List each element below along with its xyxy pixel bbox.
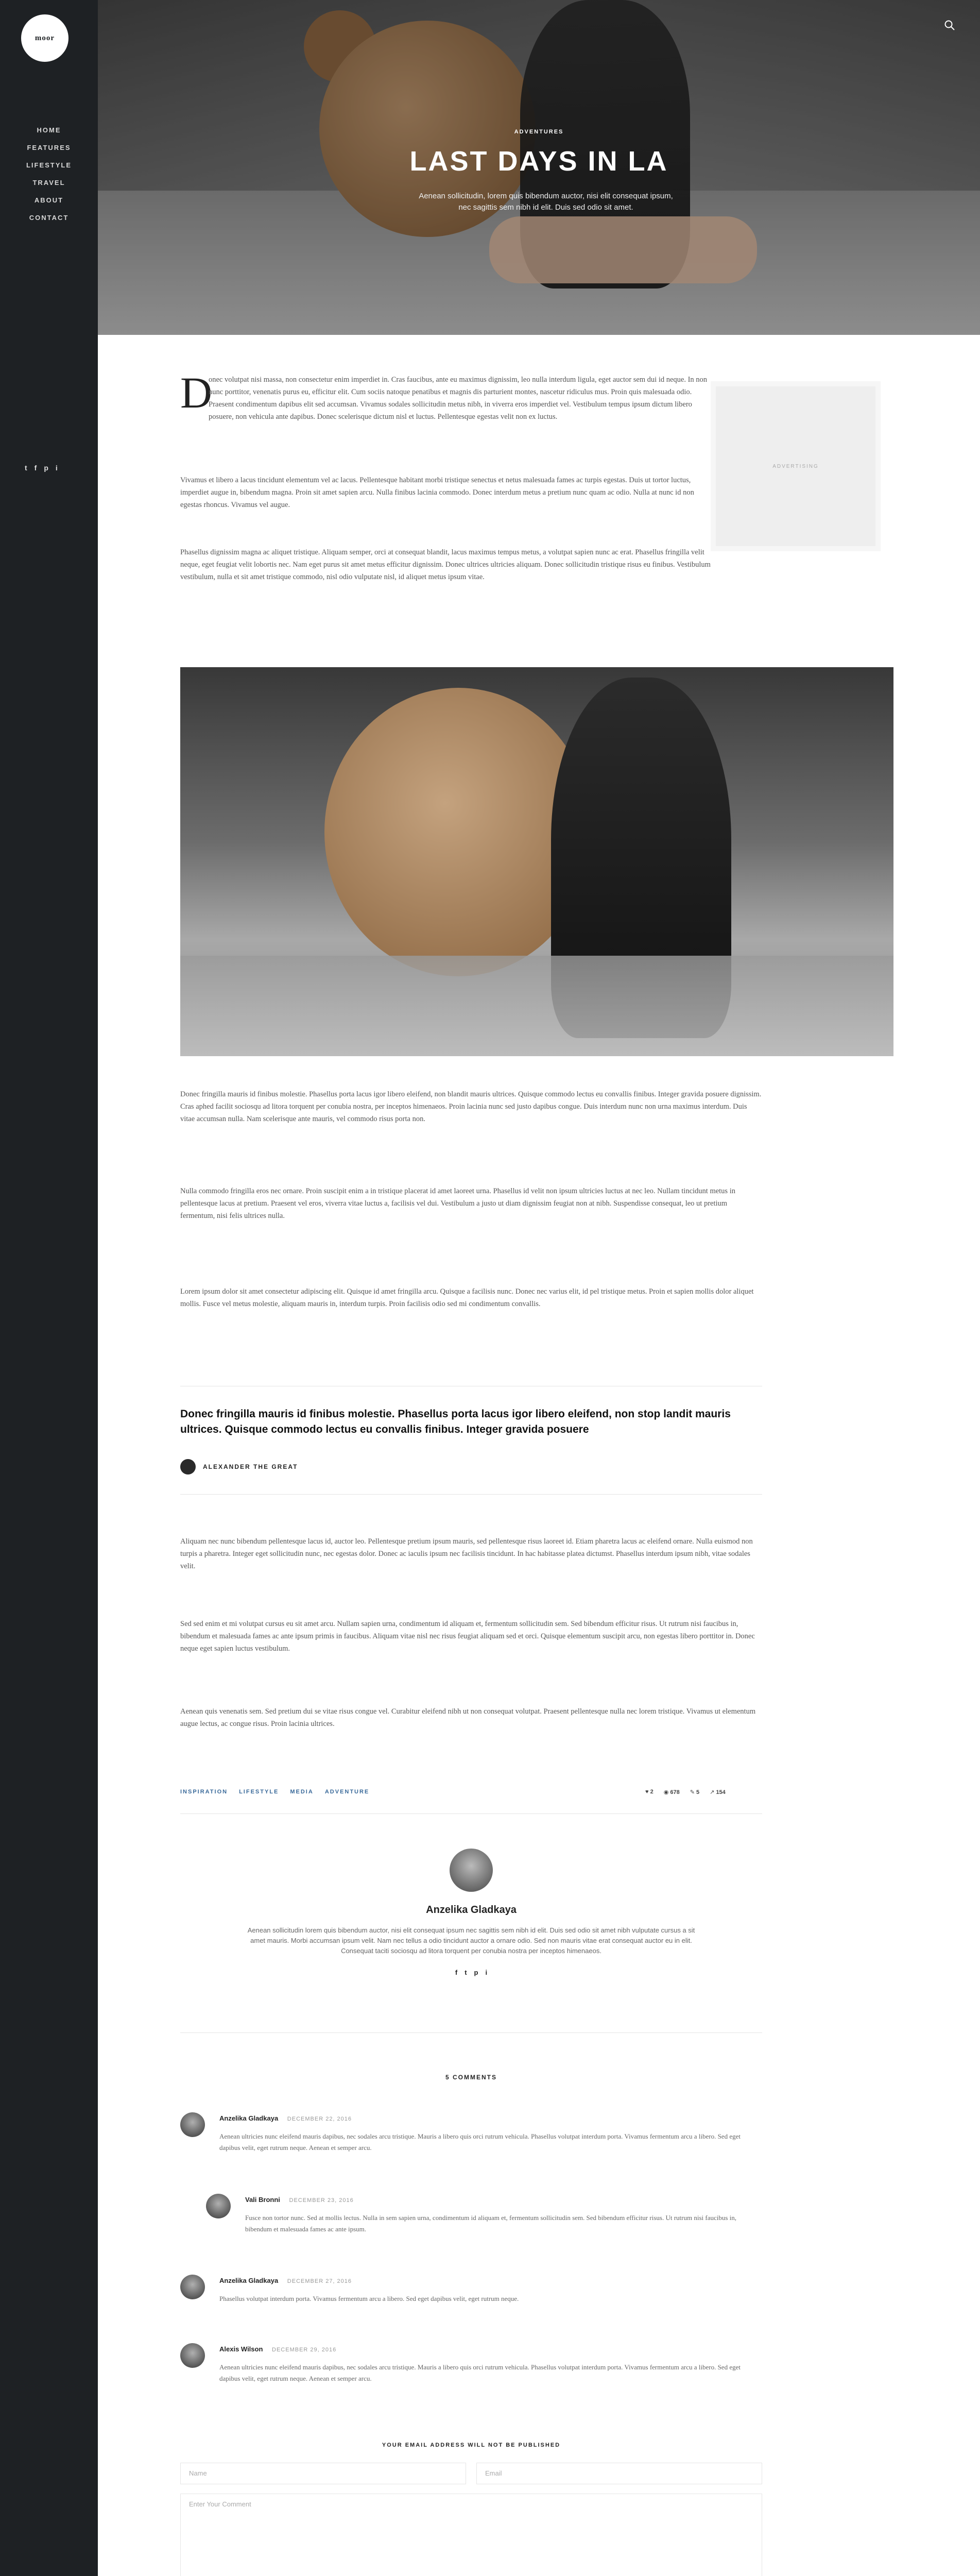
comment-text: Aenean ultricies nunc eleifend mauris dapibus, nec sodales arcu tristique. Mauris a libero quis orci rutrum vehicula. Phasellus volutpat interdum porta. Vivamus fermentum arcu a libero. Sed eget dapibus velit, eget rutrum neque. Aenean et semper arcu. [219,2132,741,2151]
twitter-icon[interactable]: t [465,1969,467,1976]
post-tags [180,1789,369,1795]
nav-item-contact[interactable]: CONTACT [29,214,69,222]
post-title: LAST DAYS IN LA [409,146,668,177]
comment [180,2275,762,2316]
article-image-ledge [180,956,893,1056]
comment-textarea[interactable]: Enter Your Comment [180,2494,762,2576]
comment-text: Phasellus volutpat interdum porta. Vivamus fermentum arcu a libero. Sed eget dapibus velit, eget rutrum neque. [219,2295,519,2302]
comment-meta [219,2277,352,2284]
post-subtitle: Aenean sollicitudin, lorem quis bibendum auctor, nisi elit consequat ipsum, nec sagittis sem nibh id elit. Duis sed odio sit amet. [419,192,673,212]
instagram-icon[interactable]: i [55,464,58,472]
pinterest-icon[interactable]: p [474,1969,478,1976]
article-paragraph: onec volutpat nisi massa, non consectetur enim imperdiet in. Cras faucibus, ante eu maximus dignissim, leo nulla interdum ligula, eget auctor sem dui id neque. In non nunc porttitor, venenatis purus eu, efficitur elit. Cum sociis natoque penatibus et magnis dis parturient montes, nascetur ridiculus mus. Proin quis malesuada odio. Praesent condimentum dapibus elit sed accumsan. Vivamus sodales sollicitudin metus nibh, in viverra eros imperdiet vel. Vestibulum tempus ipsum dictum libero posuere, non vehicula ante dapibus. Donec scelerisque dictum nisl et luctus. Pellentesque egestas velit non ex luctus. [209,376,708,421]
advertising-box[interactable]: ADVERTISING [711,381,881,551]
nav-item-features[interactable]: FEATURES [27,144,71,151]
comment [180,2112,762,2164]
comment-date: DECEMBER 22, 2016 [287,2116,352,2122]
facebook-icon[interactable]: f [455,1969,458,1976]
article-paragraph: Lorem ipsum dolor sit amet consectetur adipiscing elit. Quisque id amet fringilla arcu. Quisque a facilisis nunc. Donec nec varius elit, id pel tristique metus. Proin et sapien mollis dolor aliquet mollis. Fusce vel metus molestie, aliquam mauris in, interdum turpis. Proin facilisis odio sed mi condimentum convallis. [180,1287,754,1308]
article-paragraph: Nulla commodo fringilla eros nec ornare. Proin suscipit enim a in tristique placerat id amet laoreet urna. Phasellus id velit non ipsum ultricies luctus at nec leo. Nullam tincidunt metus in pellentesque lacus at pretium. Praesent vel eros, viverra vitae luctus a, facilisis vel dui. Vestibulum a justo ut diam dignissim feugiat non at nibh. Suspendisse consequat, leo ut pretium fermentum, nisi felis ultrices nulla. [180,1187,735,1220]
author-social [180,1969,762,1976]
email-field[interactable]: Email [476,2463,762,2484]
instagram-icon[interactable]: i [485,1969,488,1976]
author-name[interactable]: Anzelika Gladkaya [426,1904,517,1916]
comment-avatar [180,2112,205,2137]
share-count-value: 154 [716,1789,726,1795]
article-image [180,667,893,1056]
tag-link[interactable]: LIFESTYLE [239,1789,279,1795]
quote-author-avatar [180,1459,196,1475]
comment-author[interactable]: Vali Bronni [245,2196,280,2204]
tag-link[interactable]: INSPIRATION [180,1789,228,1795]
comment-form-heading: YOUR EMAIL ADDRESS WILL NOT BE PUBLISHED [382,2442,561,2448]
like-count[interactable]: ♥ 2 [645,1789,654,1795]
share-count[interactable]: ↗ 154 [710,1789,726,1795]
comment-meta [219,2345,336,2353]
article-paragraph: Phasellus dignissim magna ac aliquet tristique. Aliquam semper, orci at consequat blandit, lacus maximus tempus metus, a volutpat sapien nunc ac erat. Phasellus fringilla velit neque, eget feugiat velit lobortis nec. Nam eget purus sit amet metus efficitur dignissim. Donec ultrices ultricies aliquam. Donec sollicitudin tristique risus eu finibus. Vestibulum vestibulum, nulla et sit amet tristique commodo, nisl odio vulputate nisl, id aliquet metus ipsum vitae. [180,548,711,581]
tag-link[interactable]: ADVENTURE [324,1789,370,1795]
comment-date: DECEMBER 29, 2016 [272,2347,337,2353]
quote-author [180,1459,298,1475]
divider [180,1494,762,1495]
pinterest-icon[interactable]: p [44,464,48,472]
author-box [180,1849,762,1976]
author-avatar [450,1849,493,1892]
quote-author-name: ALEXANDER THE GREAT [203,1463,298,1470]
article-paragraph: Donec fringilla mauris id finibus molestie. Phasellus porta lacus igor libero eleifend, non blandit mauris ultrices. Quisque commodo lectus eu convallis finibus. Integer gravida posuere dignissim. Cras aphed facilit sociosqu ad litora torquent per conubia nostra, per inceptos himenaeos. Proin lacinia nunc sed justo dapibus congue. Duis interdum nunc non urna maximus interdum. Duis vitae accumsan nulla. Nam scelerisque ante mauris, vel commodo risus porta non. [180,1090,762,1123]
comment-avatar [206,2194,231,2218]
comment-author[interactable]: Anzelika Gladkaya [219,2277,279,2284]
sidebar-social [25,464,58,472]
article-paragraph: Aenean quis venenatis sem. Sed pretium dui se vitae risus congue vel. Curabitur eleifend nibh ut non consequat volutpat. Praesent pellentesque nulla nec lorem tristique. Vivamus ut elementum augue lectus, ac congue risus. Proin lacinia ultrices. [180,1707,756,1728]
nav-item-lifestyle[interactable]: LIFESTYLE [26,161,72,169]
divider [180,2032,762,2033]
comment [180,2343,762,2395]
search-icon[interactable] [944,20,955,31]
comment-author[interactable]: Alexis Wilson [219,2345,263,2353]
hero [98,0,980,335]
twitter-icon[interactable]: t [25,464,27,472]
comment-date: DECEMBER 23, 2016 [289,2197,354,2204]
like-count-value: 2 [650,1789,654,1795]
post-counts [645,1789,726,1795]
comments-heading: 5 COMMENTS [445,2074,497,2081]
comment-author[interactable]: Anzelika Gladkaya [219,2114,279,2122]
nav-item-home[interactable]: HOME [37,126,61,134]
comment-date: DECEMBER 27, 2016 [287,2278,352,2284]
article-paragraph: Sed sed enim et mi volutpat cursus eu sit amet arcu. Nullam sapien urna, condimentum id aliquam et, fermentum sollicitudin sem. Sed bibendum efficitur risus. Ut rutrum nisi faucibus in, bibendum et malesuada fames ac ante ipsum primis in faucibus. Aliquam vitae nisl nec risus feugiat aliquam sed et orci. Quisque elementum suscipit arcu, non egestas libero porttitor in. Donec neque eget sapien luctus vestibulum. [180,1620,755,1653]
sidebar [0,0,98,2576]
author-bio: Aenean sollicitudin lorem quis bibendum auctor, nisi elit consequat ipsum nec sagittis sem nibh id elit. Duis sed odio sit amet nibh vulputate cursus a sit amet mauris. Morbi accumsan ipsum velit. Nam nec tellus a odio tincidunt auctor a ornare odio. Sed non mauris vitae erat consequat auctor eu in elit. Consequat taciti sociosqu ad litora torquent per conubia nostra per inceptos himenaeos. [247,1926,695,1955]
comment-reply [206,2194,762,2245]
comment-meta [245,2196,354,2204]
blockquote: Donec fringilla mauris id finibus molestie. Phasellus porta lacus igor libero eleifend, non stop landit mauris ultrices. Quisque commodo lectus eu convallis finibus. Integer gravida posuere [180,1408,731,1435]
comment-avatar [180,2343,205,2368]
name-field[interactable]: Name [180,2463,466,2484]
article-paragraph: Vivamus et libero a lacus tincidunt elementum vel ac lacus. Pellentesque habitant morbi tristique senectus et netus malesuada fames ac turpis egestas. Duis ut tortor luctus, imperdiet augue in, bibendum magna. Proin sit amet sapien arcu. Nulla finibus lacinia commodo. Donec interdum metus a pretium nunc quam ac odio. Nulla at nunc id non egestas rhoncus. Vivamus vel augue. [180,476,694,509]
comment-avatar [180,2275,205,2299]
nav-item-about[interactable]: ABOUT [34,196,64,204]
comment-count-value: 5 [696,1789,700,1795]
tag-link[interactable]: MEDIA [290,1789,314,1795]
comment-meta [219,2114,352,2122]
main-content [98,0,980,2576]
article-paragraph: Aliquam nec nunc bibendum pellentesque lacus id, auctor leo. Pellentesque pretium ipsum mauris, sed pellentesque risus laoreet id. Etiam pharetra lacus ac eleifend ornare. Nulla euismod non turpis a pharetra. Integer eget sollicitudin nunc, nec egestas dolor. Donec ac iaculis ipsum nec facilisis tincidunt. In hac habitasse platea dictumst. Phasellus interdum ipsum nibh, vitae sodales velit. [180,1537,753,1570]
comment-text: Fusce non tortor nunc. Sed at mollis lectus. Nulla in sem sapien urna, condimentum id aliquam et, fermentum sollicitudin sem. Sed bibendum efficitur risus. Ut rutrum nisi faucibus in, bibendum et malesuada fames ac ante ipsum. [245,2214,737,2233]
view-count-value: 678 [670,1789,680,1795]
logo[interactable]: moor [21,14,68,62]
main-nav [0,122,98,227]
hero-category[interactable]: ADVENTURES [514,129,564,135]
comment-text: Aenean ultricies nunc eleifend mauris dapibus, nec sodales arcu tristique. Mauris a libero quis orci rutrum vehicula. Phasellus volutpat interdum porta. Vivamus fermentum arcu a libero. Sed eget dapibus velit, eget rutrum neque. Aenean et semper arcu. [219,2363,741,2382]
facebook-icon[interactable]: f [34,464,37,472]
view-count: ◉ 678 [663,1789,680,1795]
nav-item-travel[interactable]: TRAVEL [32,179,65,187]
dropcap: D [180,368,213,417]
comment-count[interactable]: ✎ 5 [690,1789,700,1795]
